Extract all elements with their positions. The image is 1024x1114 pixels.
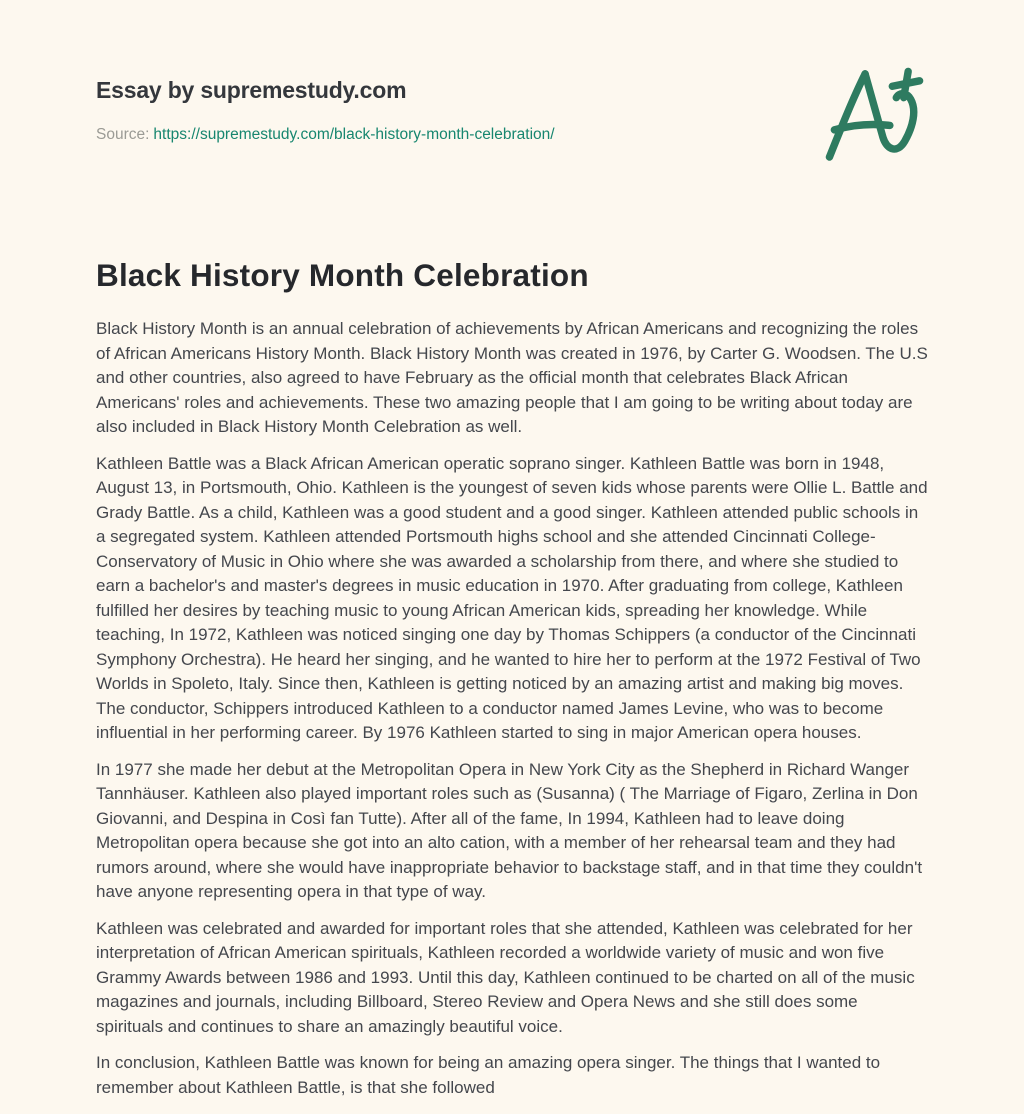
essay-paragraph: In 1977 she made her debut at the Metropolitan Opera in New York City as the Shepherd in Richard Wanger Tannhäuser. Kathleen also played important roles such as (Susanna) ( The Marriage of Figaro, Zerlina in Don Giovanni, and Despina in Così fan Tutte). After all of the fame, In 1994, Kathleen had to leave doing Metropolitan opera because she got into an alto cation, with a member of her rehearsal team and they had rumors around, where she would have inappropriate behavior to backstage staff, and in that time they couldn't have anyone representing opera in that type of way. xyxy=(96,759,923,901)
source-row xyxy=(96,125,928,145)
essay-title: Black History Month Celebration xyxy=(96,257,589,293)
site-title: Essay by supremestudy.com xyxy=(96,77,407,103)
page-header xyxy=(96,76,928,145)
source-link[interactable]: https://supremestudy.com/black-history-month-celebration/ xyxy=(153,126,555,143)
essay-paragraph: Kathleen was celebrated and awarded for important roles that she attended, Kathleen was celebrated for her interpretation of African American spirituals, Kathleen recorded a worldwide variety of music and won five Grammy Awards between 1986 and 1993. Until this day, Kathleen continued to be charted on all of the music magazines and journals, including Billboard, Stereo Review and Opera News and she still does some spirituals and continues to share an amazingly beautiful voice. xyxy=(96,918,915,1036)
essay-paragraph: Black History Month is an annual celebration of achievements by African Americans and recognizing the roles of African Americans History Month. Black History Month was created in 1976, by Carter G. Woodsen. The U.S and other countries, also agreed to have February as the official month that celebrates Black African Americans' roles and achievements. These two amazing people that I am going to be writing about today are also included in Black History Month Celebration as well. xyxy=(96,319,928,436)
essay-paragraph: In conclusion, Kathleen Battle was known for being an amazing opera singer. The things that I wanted to remember about Kathleen Battle, is that she followed xyxy=(96,1053,881,1097)
essay-paragraph: Kathleen Battle was a Black African American operatic soprano singer. Kathleen Battle was born in 1948, August 13, in Portsmouth, Ohio. Kathleen is the youngest of seven kids whose parents were Ollie L. Battle and Grady Battle. As a child, Kathleen was a good student and a good singer. Kathleen attended public schools in a segregated system. Kathleen attended Portsmouth highs school and she attended Cincinnati College-Conservatory of Music in Ohio where she was awarded a scholarship from there, and where she studied to earn a bachelor's and master's degrees in music education in 1970. After graduating from college, Kathleen fulfilled her desires by teaching music to young African American kids, spreading her knowledge. While teaching, In 1972, Kathleen was noticed singing one day by Thomas Schippers (a conductor of the Cincinnati Symphony Orchestra). He heard her singing, and he wanted to hire her to perform at the 1972 Festival of Two Worlds in Spoleto, Italy. Since then, Kathleen is getting noticed by an amazing artist and making big moves. The conductor, Schippers introduced Kathleen to a conductor named James Levine, who was to become influential in her performing career. By 1976 Kathleen started to sing in major American opera houses. xyxy=(96,453,928,742)
essay-body xyxy=(96,317,928,1100)
essay-content xyxy=(96,255,928,1100)
source-label: Source: xyxy=(96,126,150,143)
a-plus-logo-icon xyxy=(820,62,930,166)
